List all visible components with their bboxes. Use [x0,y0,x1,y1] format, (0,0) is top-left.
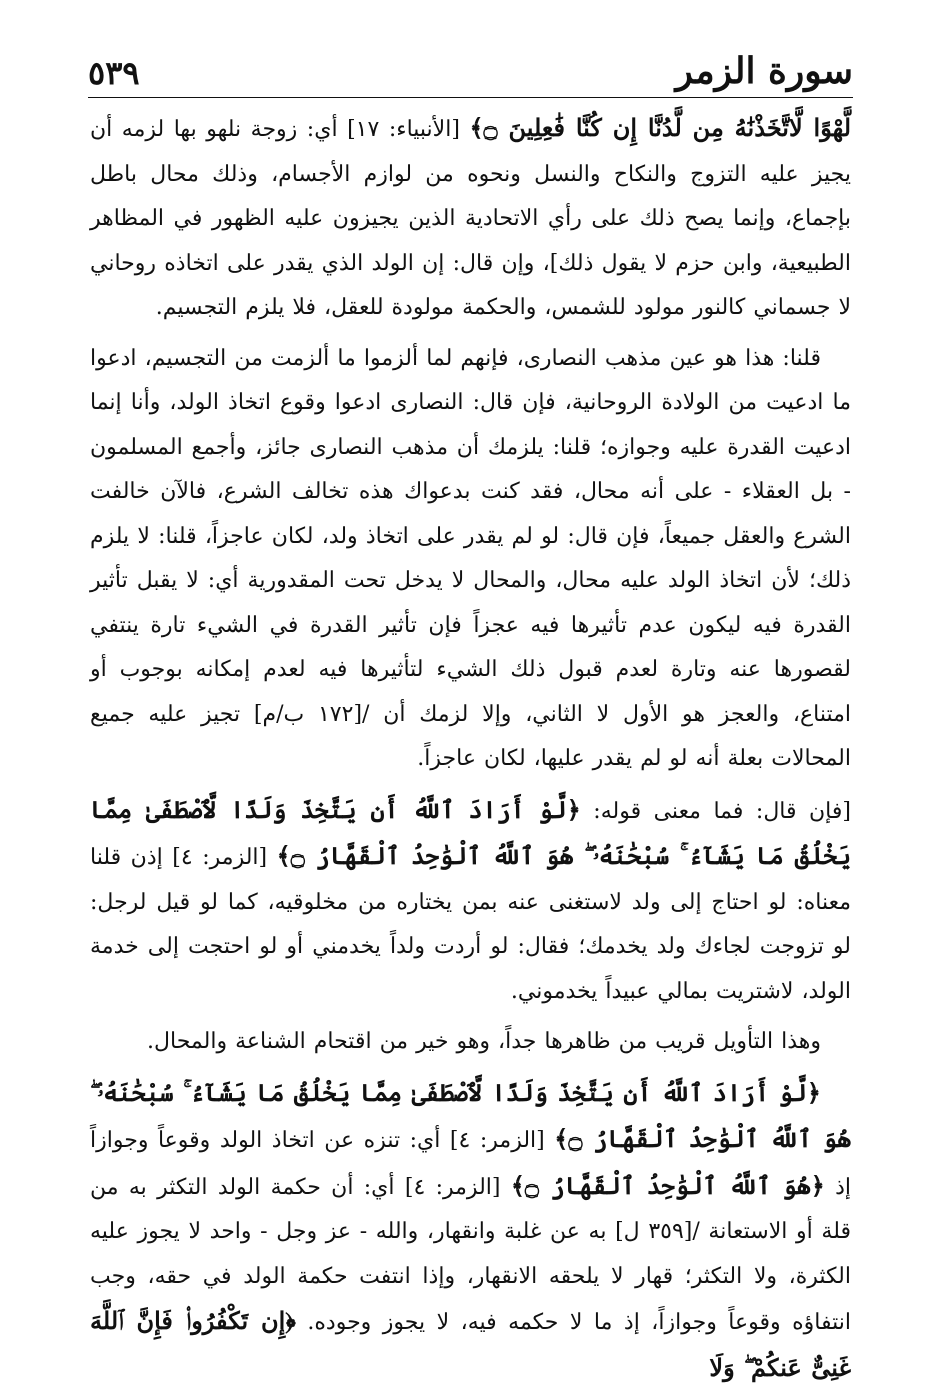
page-header [88,40,853,98]
commentary-text: [الزمر: ٤] أي: أن حكمة الولد التكثر به من قلة أو الاستعانة /[٣٥٩ ل] به عن غلبة وانقهار، والله - عز وجل - واحد لا يجوز عليه الكثرة، ولا التكثر؛ قهار لا يلحقه الانقهار، وإذا انتفت حكمة الولد في حقه، وجب انتفاؤه وقوعاً وجوازاً، إذ ما لا حكمه فيه، لا يجوز وجوده. [90,1175,851,1336]
sura-title: سورة الزمر [675,53,853,89]
commentary-text: [فإن قال: فما معنى قوله: [581,799,851,824]
paragraph [90,337,851,782]
commentary-text: قلنا: هذا هو عين مذهب النصارى، فإنهم لما ألزموا ما ألزمت من التجسيم، ادعوا ما ادعيت من الولادة الروحانية، فإن قال: النصارى ادعوا وقوع اتخاذ الولد، وأنا إنما ادعيت القدرة عليه وجوازه؛ قلنا: يلزمك أن مذهب النصارى جائز، وأجمع المسلمون - بل العقلاء - على أنه محال، فقد كنت بدعواك هذه تخالف الشرع، فالآن خالفت الشرع والعقل جميعاً، فإن قال: لو لم يقدر على اتخاذ ولد، لكان عاجزاً، قلنا: لا يلزم ذلك؛ لأن اتخاذ الولد عليه محال، والمحال لا يدخل تحت المقدورية أي: لا يقبل تأثير القدرة فيه ليكون عدم تأثيرها فيه عجزاً فإن تأثير القدرة في الشيء تارة ينتفي لقصورها عنه وتارة لعدم قبول ذلك الشيء لتأثيرها فيه لعدم إمكانه بوجوب أو امتناع، والعجز هو الأول لا الثاني، وإلا لزمك أن /[١٧٢ ب/م] تجيز عليه جميع المحالات بعلة أنه لو لم يقدر عليها، لكان عاجزاً. [90,346,851,772]
paragraph [90,1071,851,1392]
quran-verse: ﴿إِن تَكْفُرُوا۟ فَإِنَّ ٱللَّهَ غَنِىٌّ عَنكُمْ ۖ وَلَا [90,1306,851,1382]
quran-verse: ﴿هُوَ ٱللَّهُ ٱلْوَٰحِدُ ٱلْقَهَّارُ ۝﴾ [511,1171,825,1200]
quran-verse: لَّهْوًا لَّاتَّخَذْنَٰهُ مِن لَّدُنَّا إِن كُنَّا فَٰعِلِينَ ۝﴾ [469,113,851,142]
commentary-text: [الزمر: ٤] إذن قلنا معناه: لو احتاج إلى ولد لاستغنى عنه بمن يختاره من مخلوقيه، كما لو قيل لرجل: لو تزوجت لجاءك ولد يخدمك؛ فقال: لو أردت ولداً يخدمني أو لو احتجت إلى خدمة الولد، لاشتريت بمالي عبيداً يخدموني. [90,845,851,1004]
paragraph [90,788,851,1015]
page-body [90,106,851,1325]
commentary-text: وهذا التأويل قريب من ظاهرها جداً، وهو خير من اقتحام الشناعة والمحال. [147,1029,821,1054]
commentary-text: [الزمر: ٤] أي: تنزه عن اتخاذ الولد وقوعاً وجوازاً إذ [90,1128,851,1200]
quran-verse: ﴿لَّوْ أَرَادَ ٱللَّهُ أَن يَتَّخِذَ وَلَدًا لَّٱصْطَفَىٰ مِمَّا يَخْلُقُ مَا يَشَآءُ ۚ سُبْحَٰنَهُۥ ۖ هُوَ ٱللَّهُ ٱلْوَٰحِدُ ٱلْقَهَّارُ ۝﴾ [90,1078,851,1154]
paragraph [90,106,851,331]
quran-verse: ﴿لَّوْ أَرَادَ ٱللَّهُ أَن يَتَّخِذَ وَلَدًا لَّٱصْطَفَىٰ مِمَّا يَخْلُقُ مَا يَشَآءُ ۚ سُبْحَٰنَهُۥ ۖ هُوَ ٱللَّهُ ٱلْوَٰحِدُ ٱلْقَهَّارُ ۝﴾ [90,795,851,871]
paragraph [90,1020,851,1065]
page-number: ٥٣٩ [88,57,140,89]
commentary-text: [الأنبياء: ١٧] أي: زوجة نلهو بها لزمه أن يجيز عليه التزوج والنكاح والنسل ونحوه من لوازم الأجسام، وذلك محال باطل بإجماع، وإنما يصح ذلك على رأي الاتحادية الذين يجيزون عليه الظهور في المظاهر الطبيعية، وابن حزم لا يقول ذلك]، وإن قال: إن الولد الذي يقدر على اتخاذه روحاني لا جسماني كالنور مولود للشمس، والحكمة مولودة للعقل، فلا يلزم التجسيم. [90,117,851,320]
